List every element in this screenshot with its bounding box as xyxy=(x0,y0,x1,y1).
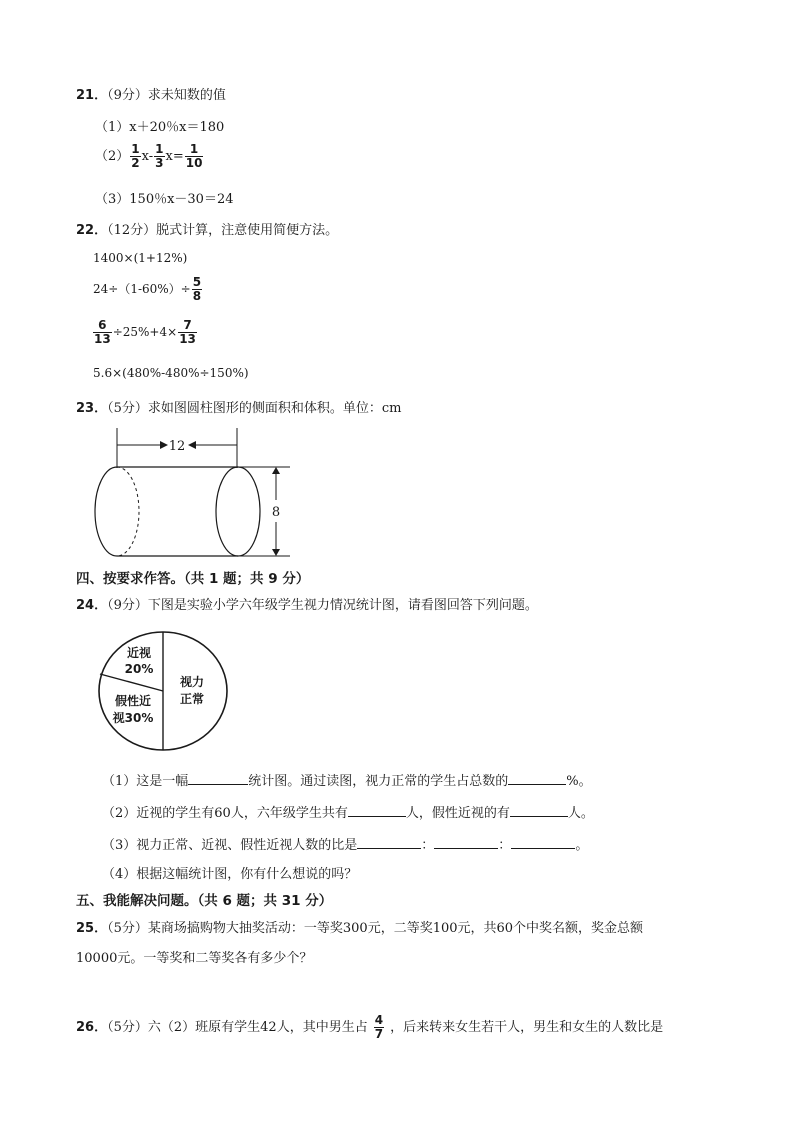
q22-number: 22． xyxy=(76,223,108,238)
q21-header xyxy=(76,84,226,103)
height-arrow-up xyxy=(272,467,280,474)
q23-header xyxy=(76,397,401,416)
q25-number: 25． xyxy=(76,921,108,936)
q21-f2-num: 1 xyxy=(155,142,164,156)
q24-blank-normal-percent[interactable] xyxy=(508,772,566,785)
pie-label-near-2: 20% xyxy=(124,662,154,676)
q22-expr-3-mid: ÷25%+4× xyxy=(112,325,178,339)
q25-text-1: 某商场搞购物大抽奖活动：一等奖300元，二等奖100元，共60个中奖名额，奖金总额 xyxy=(147,921,644,936)
q26-fraction-num: 4 xyxy=(374,1013,384,1027)
dim-arrow-right xyxy=(160,441,168,449)
q23-text: 求如图圆柱图形的侧面积和体积。单位：cm xyxy=(147,401,402,416)
q22-header xyxy=(76,219,338,238)
q26-text-b: ，后来转来女生若干人，男生和女生的人数比是 xyxy=(390,1020,664,1035)
q22-expr-4: 5.6×(480%-480%÷150%) xyxy=(93,366,249,380)
q26-line-1 xyxy=(76,1014,663,1041)
q26-fraction-den: 7 xyxy=(374,1027,384,1041)
q25-line-1 xyxy=(76,917,643,936)
q22-expr-3 xyxy=(92,319,198,346)
q22-expr-2 xyxy=(93,276,203,303)
q24-sub2-text-b: 人，假性近视的有 xyxy=(405,806,510,821)
q21-f3-den: 10 xyxy=(185,156,203,170)
q22-e3-num: 6 xyxy=(93,319,112,333)
q22-e3-num2: 7 xyxy=(178,319,197,333)
q26-number: 26． xyxy=(76,1020,108,1035)
q22-e2-num: 5 xyxy=(192,275,202,289)
q22-expr-2-fraction xyxy=(192,276,202,303)
q24-sub1-text-a: （1）这是一幅 xyxy=(102,774,189,789)
q21-f1-num: 1 xyxy=(131,142,140,156)
q21-fraction-3 xyxy=(185,143,204,170)
q22-e3-den2: 13 xyxy=(179,332,196,346)
q21-score: （9分） xyxy=(107,88,148,103)
q25-score: （5分） xyxy=(107,921,148,936)
q21-part2-mid: x- xyxy=(141,149,154,164)
q24-sub3-colon-1: ： xyxy=(421,838,435,853)
q21-part2-eq: x= xyxy=(165,149,184,164)
q24-blank-ratio-3[interactable] xyxy=(511,836,575,849)
q22-e2-den: 8 xyxy=(192,289,202,303)
q26-fraction xyxy=(374,1014,384,1041)
q24-blank-total-students[interactable] xyxy=(348,804,406,817)
cylinder-right-ellipse xyxy=(216,467,260,556)
q24-sub1-text-c: %。 xyxy=(566,774,592,789)
q24-sub2-text-a: （2）近视的学生有60人，六年级学生共有 xyxy=(102,806,348,821)
q21-f3-num: 1 xyxy=(185,143,204,157)
section-4-title: 四、按要求作答。（共 1 题；共 9 分） xyxy=(76,571,310,587)
length-label: 12 xyxy=(168,439,186,454)
q22-expr-3-fraction-2 xyxy=(178,319,197,346)
q24-sub3-end: 。 xyxy=(575,838,589,853)
q22-score: （12分） xyxy=(107,223,157,238)
q24-blank-chart-type[interactable] xyxy=(188,772,248,785)
q21-number: 21． xyxy=(76,88,108,103)
diameter-label: 8 xyxy=(271,505,281,520)
q24-blank-false-myopia[interactable] xyxy=(510,804,568,817)
q26-score: （5分） xyxy=(107,1020,148,1035)
q23-number: 23． xyxy=(76,401,108,416)
q22-text: 脱式计算，注意使用简便方法。 xyxy=(156,223,339,238)
q22-expr-3-fraction-1 xyxy=(93,319,112,346)
q24-sub3-colon-2: ： xyxy=(498,838,512,853)
q25-line-2: 10000元。一等奖和二等奖各有多少个？ xyxy=(76,951,313,966)
pie-label-normal-1: 视力 xyxy=(179,675,205,689)
q24-sub1-text-b: 统计图。通过读图，视力正常的学生占总数的 xyxy=(248,774,509,789)
q24-sub-2 xyxy=(102,802,594,821)
q24-score: （9分） xyxy=(107,598,148,613)
q22-e3-den: 13 xyxy=(94,332,111,346)
q24-sub-4: （4）根据这幅统计图，你有什么想说的吗？ xyxy=(102,867,358,882)
q24-sub2-text-c: 人。 xyxy=(567,806,594,821)
q21-f2-den: 3 xyxy=(155,156,164,170)
q24-sub3-text-a: （3）视力正常、近视、假性近视人数的比是 xyxy=(102,838,358,853)
q21-part3: （3）150％x－30＝24 xyxy=(95,192,234,207)
section-5-title: 五、我能解决问题。（共 6 题；共 31 分） xyxy=(76,893,333,909)
q22-expr-1: 1400×(1+12%) xyxy=(93,251,188,265)
q24-number: 24． xyxy=(76,598,108,613)
q21-part2-label: （2） xyxy=(95,149,130,164)
vision-pie-chart xyxy=(96,627,232,755)
q24-blank-ratio-1[interactable] xyxy=(357,836,421,849)
q21-fraction-1 xyxy=(130,143,140,170)
dim-arrow-left xyxy=(188,441,196,449)
q23-score: （5分） xyxy=(107,401,148,416)
q21-f1-den: 2 xyxy=(131,156,140,170)
q24-header xyxy=(76,594,538,613)
q24-text: 下图是实验小学六年级学生视力情况统计图，请看图回答下列问题。 xyxy=(147,598,538,613)
q24-sub-1 xyxy=(102,770,592,789)
q26-text-a: 六（2）班原有学生42人，其中男生占 xyxy=(147,1020,368,1035)
q21-part2 xyxy=(95,143,204,170)
q21-part1: （1）x＋20％x＝180 xyxy=(95,120,225,135)
q24-blank-ratio-2[interactable] xyxy=(434,836,498,849)
height-arrow-down xyxy=(272,549,280,556)
cylinder-diagram xyxy=(88,424,298,562)
cylinder-left-hidden-arc xyxy=(117,467,139,556)
q21-text: 求未知数的值 xyxy=(147,88,226,103)
pie-label-normal-2: 正常 xyxy=(179,692,205,706)
pie-label-false-2: 视30% xyxy=(112,711,154,725)
q24-sub-3 xyxy=(102,834,588,853)
pie-label-near-1: 近视 xyxy=(126,646,152,660)
pie-label-false-1: 假性近 xyxy=(114,694,152,708)
q22-expr-2-text: 24÷（1-60%）÷ xyxy=(93,282,191,296)
cylinder-left-front-arc xyxy=(95,467,117,556)
q21-fraction-2 xyxy=(154,143,164,170)
